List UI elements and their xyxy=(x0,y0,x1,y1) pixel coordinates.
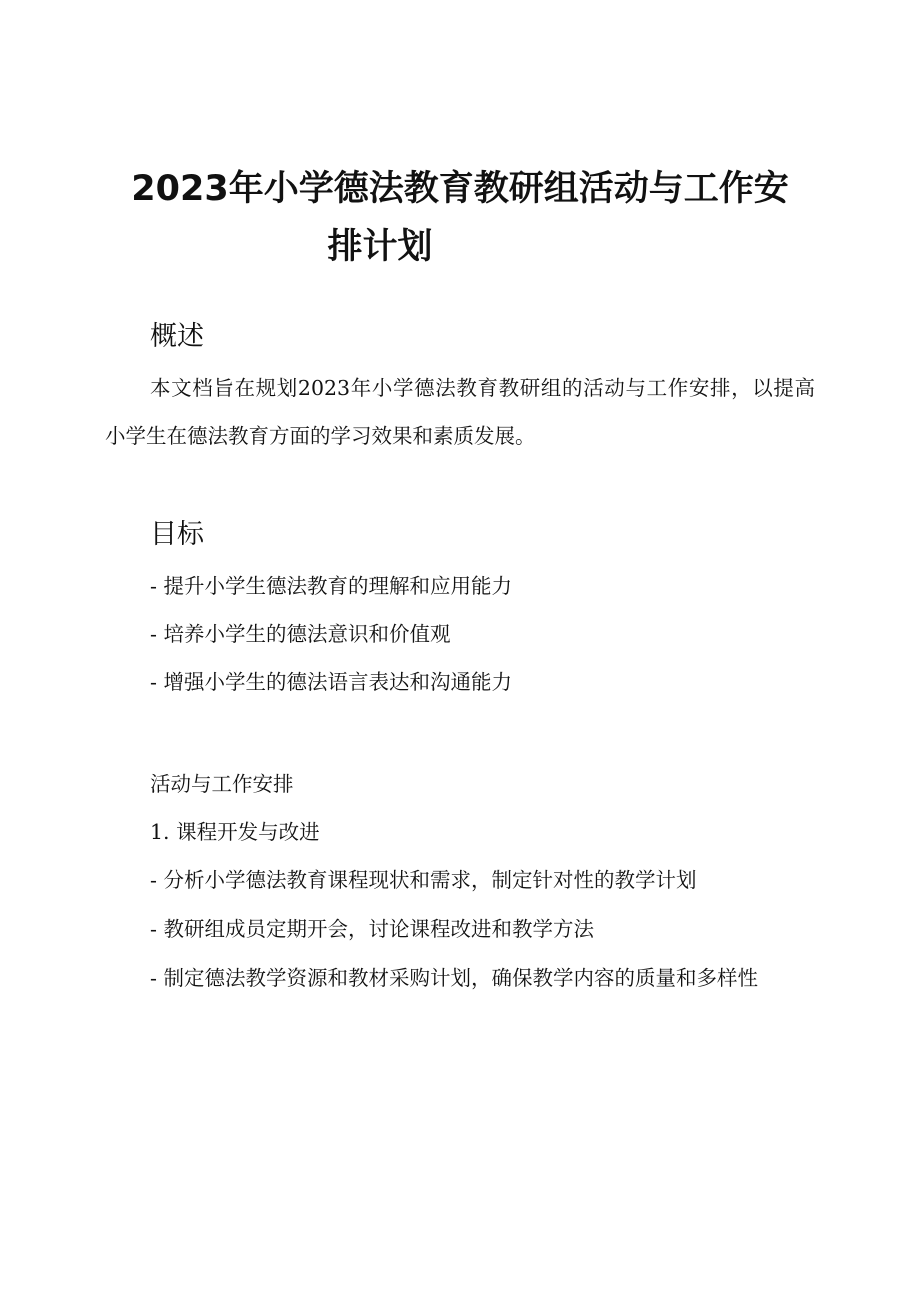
title-line-2: 排计划 xyxy=(327,227,433,267)
goal-item-2: - 培养小学生的德法意识和价值观 xyxy=(150,622,451,646)
section1-item-3: - 制定德法教学资源和教材采购计划，确保教学内容的质量和多样性 xyxy=(150,966,758,990)
document-title xyxy=(105,160,815,276)
goal-item-1: - 提升小学生德法教育的理解和应用能力 xyxy=(150,574,512,598)
title-line-1: 2023年小学德法教育教研组活动与工作安 xyxy=(131,169,789,209)
goals-heading: 目标 xyxy=(150,519,204,550)
overview-heading: 概述 xyxy=(150,321,204,352)
section1-item-1: - 分析小学德法教育课程现状和需求，制定针对性的教学计划 xyxy=(150,868,697,892)
goal-item-3: - 增强小学生的德法语言表达和沟通能力 xyxy=(150,670,512,694)
activities-heading: 活动与工作安排 xyxy=(150,772,294,796)
section1-item-2: - 教研组成员定期开会，讨论课程改进和教学方法 xyxy=(150,917,594,941)
section1-title: 1. 课程开发与改进 xyxy=(150,820,320,844)
overview-paragraph: 本文档旨在规划2023年小学德法教育教研组的活动与工作安排，以提高小学生在德法教育方面的学习效果和素质发展。 xyxy=(105,376,815,448)
